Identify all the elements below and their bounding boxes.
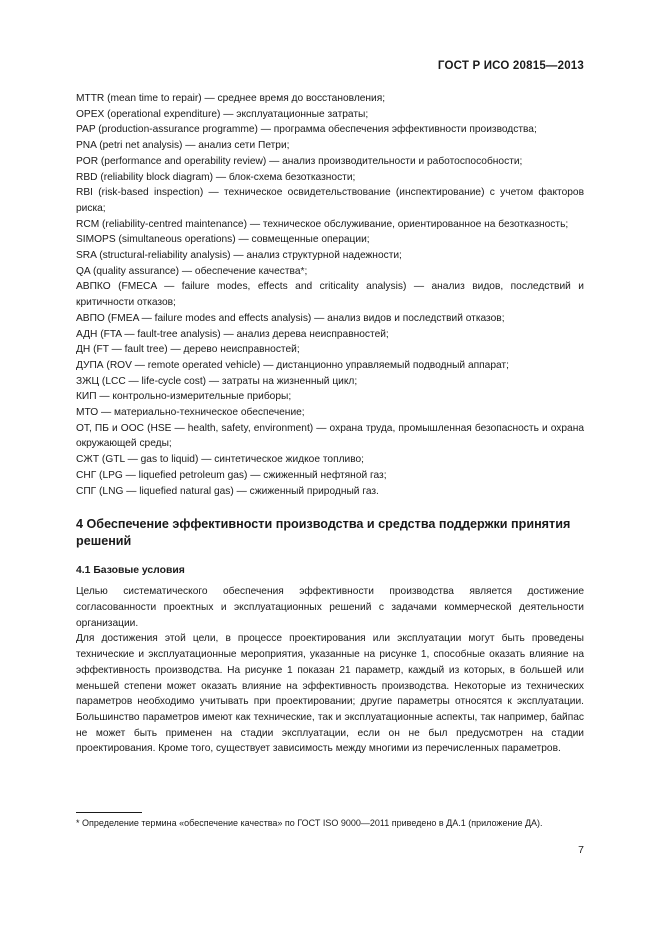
standard-header: ГОСТ Р ИСО 20815—2013 bbox=[437, 60, 584, 72]
abbreviation-item: SRA (structural-reliability analysis) — анализ структурной надежности; bbox=[76, 250, 402, 262]
abbreviation-item: MTTR (mean time to repair) — среднее время до восстановления; bbox=[76, 93, 386, 104]
abbreviation-item: PAP (production-assurance programme) — программа обеспечения эффективности производства; bbox=[76, 124, 537, 136]
abbreviation-item: PNA (petri net analysis) — анализ сети Петри; bbox=[76, 140, 290, 152]
page-number: 7 bbox=[578, 844, 584, 856]
footnote-divider bbox=[76, 812, 142, 813]
abbreviation-item: АДН (FTA — fault-tree analysis) — анализ дерева неисправностей; bbox=[76, 328, 389, 340]
body-paragraph: Целью систематического обеспечения эффективности производства является достижение согласованности проектных и эксплуатационных решений с задачами коммерческой деятельности организации. bbox=[76, 586, 584, 629]
abbreviation-item: СНГ (LPG — liquefied petroleum gas) — сжиженный нефтяной газ; bbox=[76, 469, 387, 481]
abbreviation-item: POR (performance and operability review) — анализ производительности и работоспособности; bbox=[76, 155, 523, 167]
abbreviation-item: ДУПА (ROV — remote operated vehicle) — дистанционно управляемый подводный аппарат; bbox=[76, 359, 509, 371]
abbreviation-item: ДН (FT — fault tree) — дерево неисправностей; bbox=[76, 344, 300, 356]
abbreviation-item: АВПО (FMEA — failure modes and effects analysis) — анализ видов и последствий отказов; bbox=[76, 312, 505, 324]
abbreviation-item: QA (quality assurance) — обеспечение качества*; bbox=[76, 265, 308, 277]
abbreviation-item: СПГ (LNG — liquefied natural gas) — сжиженный природный газ. bbox=[76, 485, 379, 497]
abbreviation-item: OPEX (operational expenditure) — эксплуатационные затраты; bbox=[76, 108, 369, 120]
footnote: * Определение термина «обеспечение качества» по ГОСТ ISO 9000—2011 приведено в ДА.1 (приложение ДА). bbox=[76, 818, 543, 828]
abbreviation-item: КИП — контрольно-измерительные приборы; bbox=[76, 391, 292, 403]
page-content bbox=[76, 91, 584, 757]
abbreviation-item: ЗЖЦ (LCC — life-cycle cost) — затраты на жизненный цикл; bbox=[76, 375, 358, 387]
abbreviation-list bbox=[76, 91, 584, 499]
abbreviation-item: СЖТ (GTL — gas to liquid) — синтетическое жидкое топливо; bbox=[76, 454, 365, 466]
abbreviation-item: RBI (risk-based inspection) — техническое освидетельствование (инспектирование) с учетом факторов риска; bbox=[76, 187, 584, 214]
body-paragraph: Для достижения этой цели, в процессе проектирования или эксплуатации могут быть проведены технические и эксплуатационные мероприятия, указанные на рисунке 1, способные оказать влияние на эффективность производства. На рисунке 1 показан 21 параметр, каждый из которых, в большей или меньшей степени может оказать влияние на эффективность производства. Некоторые из технических параметров необходимо учитывать при проектировании; другие параметры относятся к эксплуатации. Большинство параметров имеют как технические, так и эксплуатационные аспекты, так например, байпас не может быть применен на стадии эксплуатации, если он не был предусмотрен на стадии проектирования. Кроме того, существует зависимость между многими из перечисленных параметров. bbox=[76, 633, 584, 755]
section-title: 4 Обеспечение эффективности производства и средства поддержки принятия решений bbox=[76, 517, 571, 549]
abbreviation-item: АВПКО (FMECA — failure modes, effects and criticality analysis) — анализ видов, последствий и критичности отказов; bbox=[76, 281, 584, 309]
abbreviation-item: МТО — материально-техническое обеспечение; bbox=[76, 407, 305, 419]
abbreviation-item: RCM (reliability-centred maintenance) — техническое обслуживание, ориентированное на безотказность; bbox=[76, 218, 569, 230]
abbreviation-item: RBD (reliability block diagram) — блок-схема безотказности; bbox=[76, 171, 356, 183]
subsection-title: 4.1 Базовые условия bbox=[76, 565, 185, 577]
abbreviation-item: SIMOPS (simultaneous operations) — совмещенные операции; bbox=[76, 234, 370, 246]
abbreviation-item: ОТ, ПБ и ООС (HSE — health, safety, environment) — охрана труда, промышленная безопасность и охрана окружающей среды; bbox=[76, 422, 584, 450]
